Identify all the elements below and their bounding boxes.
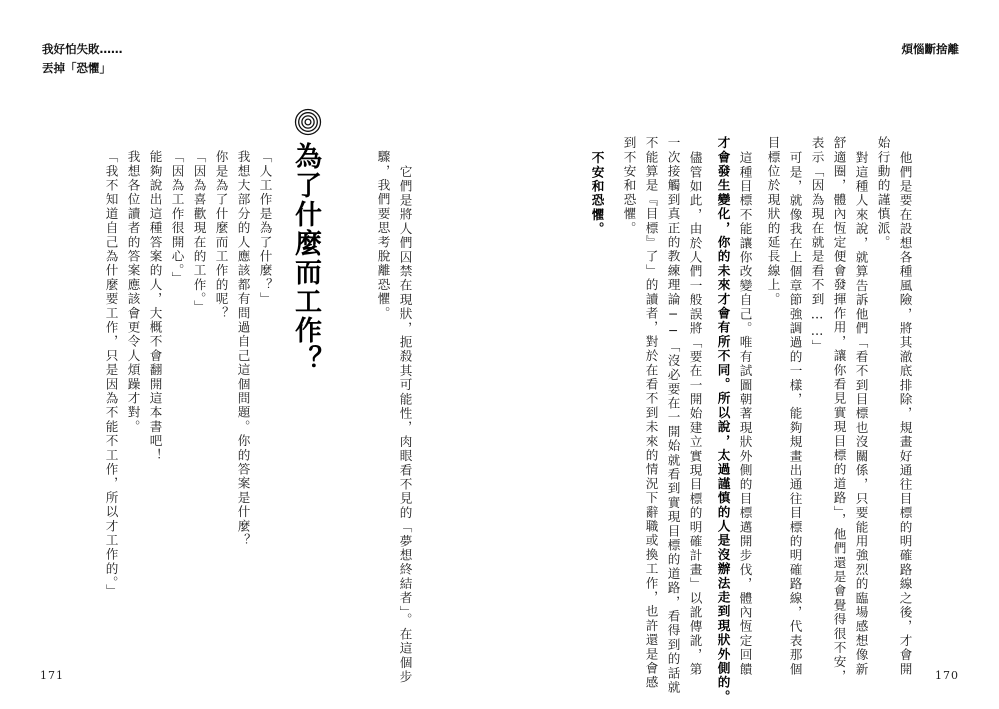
text-column: 它們是將人們囚禁在現狀，扼殺其可能性，肉眼看不見的「夢想終結者」。在這個步 — [397, 165, 413, 685]
text-column: 才會發生變化，你的未來才會有所不同。所以說，太過謹慎的人是沒辦法走到現狀外側的。 — [715, 136, 731, 704]
text-column: 「因為工作很開心。」 — [169, 150, 185, 286]
text-column: 驟，我們要思考脫離恐懼。 — [375, 150, 391, 321]
text-column: 到不安和恐懼。 — [621, 136, 637, 236]
text-column: 你是為了什麼而工作的呢？ — [213, 150, 229, 321]
text-column: 舒適圈，體內恆定便會發揮作用，讓你看見實現目標的道路」，他們還是會覺得很不安， — [831, 136, 847, 684]
concentric-circles-icon — [294, 108, 322, 136]
text-column: 不安和恐懼。 — [589, 151, 605, 237]
right-running-head: 煩惱斷捨離 — [901, 42, 959, 56]
text-column: 這種目標不能讓你改變自己。唯有試圖朝著現狀外側的目標邁開步伐，體內恆定回饋 — [737, 151, 753, 677]
right-page-number: 170 — [935, 669, 959, 682]
running-head-line-1: 我好怕失敗…… — [42, 42, 123, 56]
left-page-number: 171 — [40, 669, 64, 682]
text-column: 能夠說出這種答案的人，大概不會翻開這本書吧！ — [147, 150, 163, 463]
text-column: 目標位於現狀的延長線上。 — [765, 136, 781, 307]
text-column: 我想各位讀者的答案應該會更令人煩躁才對。 — [125, 150, 141, 434]
text-column: 他們是要在設想各種風險，將其澈底排除，規畫好通往目標的明確路線之後，才會開 — [897, 151, 913, 677]
text-column: 一次接觸到真正的教練理論──「沒必要在一開始就看到實現目標的道路，看得到的話就 — [665, 136, 681, 695]
text-column: 我想大部分的人應該都有問過自己這個問題。你的答案是什麼？ — [235, 150, 251, 548]
text-column: 始行動的謹慎派。 — [875, 136, 891, 250]
text-column: 「因為喜歡現在的工作。」 — [191, 150, 207, 315]
text-column: 「我不知道自己為什麼要工作，只是因為不能不工作，所以才工作的。」 — [103, 150, 119, 599]
text-column: 不能算是『目標』了」的讀者，對於在看不到未來的情況下辭職或換工作，也許還是會感 — [643, 136, 659, 690]
text-column: 「人工作是為了什麼？」 — [257, 150, 273, 307]
left-running-head — [42, 40, 123, 78]
running-head-line-2: 丟掉「恐懼」 — [42, 61, 111, 75]
text-column: 對這種人來說，就算告訴他們「看不到目標也沒關係，只要能用強烈的臨場感想像新 — [853, 151, 869, 677]
text-column: 表示「因為現在就是看不到……」 — [809, 136, 825, 354]
section-title: 為了什麼而工作？ — [290, 142, 321, 374]
text-column: 可是，就像我在上個章節強調過的一樣，能夠規畫出通往目標的明確路線，代表那個 — [787, 151, 803, 677]
text-column: 儘管如此，由於人們一般誤將「要在一開始建立實現目標的明確計畫」以訛傳訛，第 — [687, 151, 703, 677]
